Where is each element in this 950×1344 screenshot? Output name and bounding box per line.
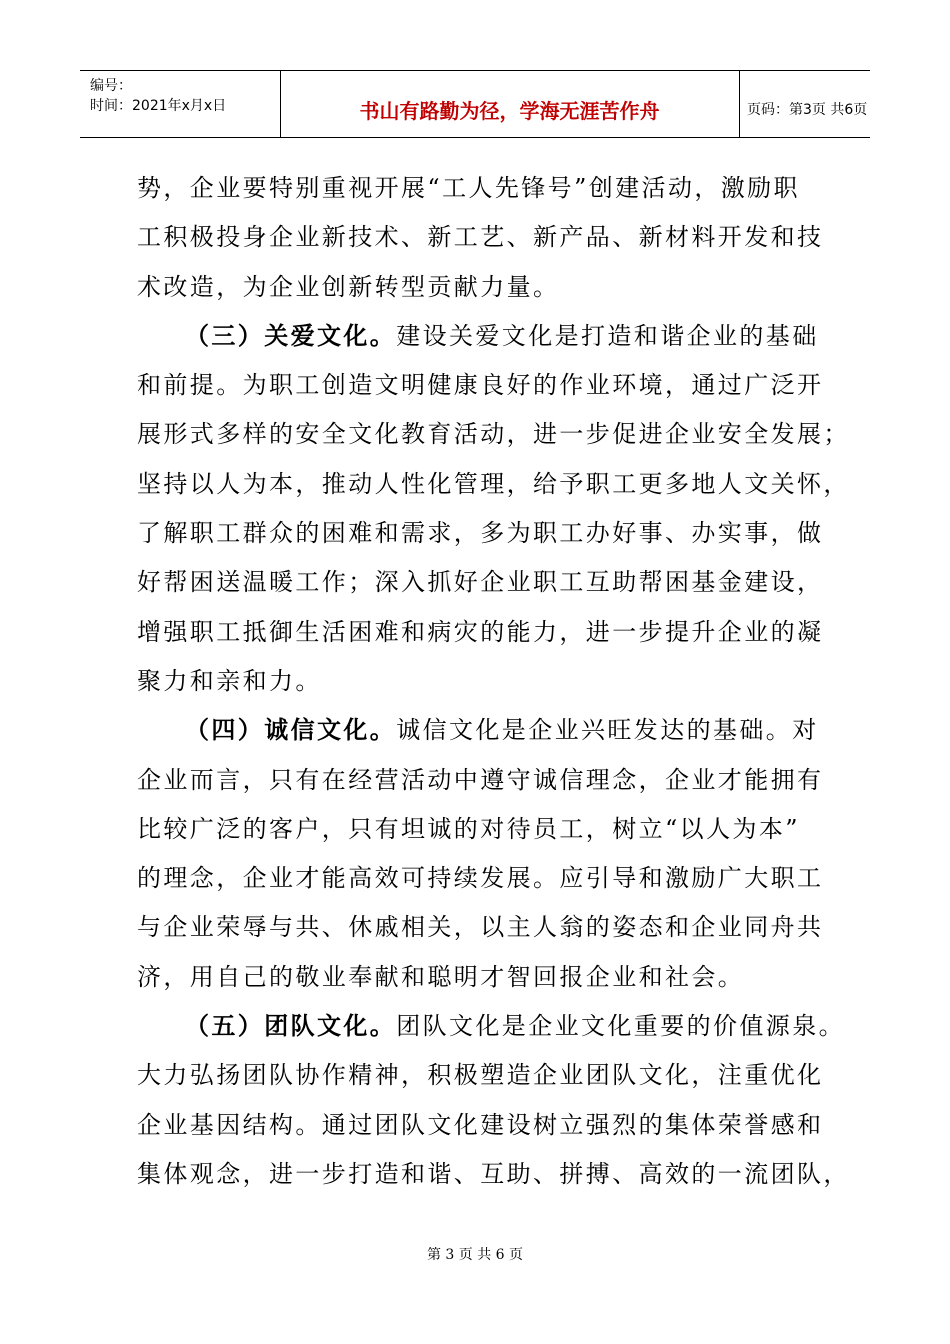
section-heading: （五）团队文化。 (185, 1012, 397, 1041)
body-line (137, 213, 837, 262)
body-line (137, 805, 837, 854)
body-line (137, 558, 837, 607)
document-body (137, 164, 850, 1199)
body-line (137, 903, 837, 952)
body-line (137, 608, 837, 657)
body-text: 企业基因结构。通过团队文化建设树立强烈的集体荣誉感和 (137, 1110, 824, 1139)
body-line (137, 509, 837, 558)
body-line (137, 706, 837, 755)
body-line (137, 164, 837, 213)
body-text: 和前提。为职工创造文明健康良好的作业环境，通过广泛开 (137, 371, 824, 400)
body-text: 企业而言，只有在经营活动中遵守诚信理念，企业才能拥有 (137, 765, 824, 794)
body-line (137, 410, 850, 459)
header-page-cell (739, 71, 870, 137)
body-text: 工积极投身企业新技术、新工艺、新产品、新材料开发和技 (137, 223, 824, 252)
body-line (137, 312, 837, 361)
body-line (137, 1051, 837, 1100)
body-text: 济，用自己的敬业奉献和聪明才智回报企业和社会。 (137, 962, 745, 991)
body-text: 好帮困送温暖工作；深入抓好企业职工互助帮困基金建设， (137, 568, 824, 597)
header-meta (80, 71, 281, 137)
body-text: 增强职工抵御生活困难和病灾的能力，进一步提升企业的凝 (137, 617, 824, 646)
body-text: 与企业荣辱与共、休戚相关，以主人翁的姿态和企业同舟共 (137, 913, 824, 942)
body-text: 建设关爱文化是打造和谐企业的基础 (396, 321, 819, 350)
body-line (137, 1002, 846, 1051)
section-heading: （四）诚信文化。 (185, 716, 397, 745)
body-text: 聚力和亲和力。 (137, 666, 322, 695)
page-footer: 第 3 页 共 6 页 (426, 1247, 524, 1263)
body-line (137, 657, 837, 706)
body-line (137, 361, 837, 410)
body-text: 势，企业要特别重视开展“工人先锋号”创建活动，激励职 (137, 174, 800, 202)
body-line (137, 460, 850, 509)
body-text: 的理念，企业才能高效可持续发展。应引导和激励广大职工 (137, 864, 824, 893)
body-line (137, 1101, 837, 1150)
body-text: 集体观念，进一步打造和谐、互助、拼搏、高效的一流团队， (137, 1159, 850, 1188)
header-motto-cell (280, 71, 740, 137)
body-text: 了解职工群众的困难和需求，多为职工办好事、办实事，做 (137, 519, 824, 548)
body-text: 团队文化是企业文化重要的价值源泉。 (396, 1012, 846, 1041)
document-time-label: 时间：2021年x月x日 (90, 98, 227, 114)
body-line (137, 756, 837, 805)
header-page-number: 页码：第3页 共6页 (747, 102, 868, 118)
body-text: 坚持以人为本，推动人性化管理，给予职工更多地人文关怀， (137, 469, 850, 498)
header-motto: 书山有路勤为径，学海无涯苦作舟 (359, 99, 660, 123)
body-text: 比较广泛的客户，只有坦诚的对待员工，树立“以人为本” (137, 814, 800, 843)
page-header (80, 70, 870, 138)
body-line (137, 263, 837, 312)
document-number-label: 编号： (90, 78, 132, 94)
body-text: 大力弘扬团队协作精神，积极塑造企业团队文化，注重优化 (137, 1061, 824, 1090)
body-text: 术改造，为企业创新转型贡献力量。 (137, 272, 560, 301)
body-text: 诚信文化是企业兴旺发达的基础。对 (396, 716, 819, 745)
section-heading: （三）关爱文化。 (185, 321, 397, 350)
body-line (137, 1150, 850, 1199)
body-line (137, 854, 837, 903)
body-text: 展形式多样的安全文化教育活动，进一步促进企业安全发展； (137, 420, 850, 449)
body-line (137, 953, 837, 1002)
